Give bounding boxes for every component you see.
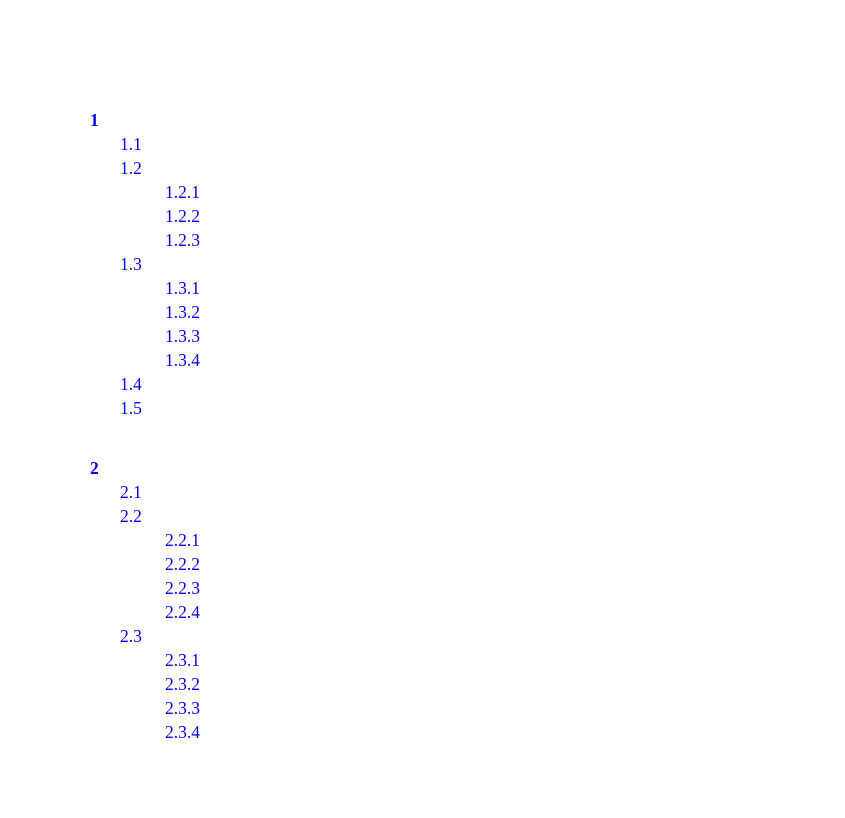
toc-entry-number: 2.3.3	[165, 698, 200, 718]
toc-entry-number: 1.3.4	[165, 350, 200, 370]
toc-entry-number: 2.3	[120, 626, 142, 646]
toc-entry-number: 1.3.3	[165, 326, 200, 346]
toc-entry-number: 1.2	[120, 158, 142, 178]
toc-entry-number: 2.2.3	[165, 578, 200, 598]
toc-entry-number: 1.2.1	[165, 182, 200, 202]
toc-entry-number: 1.2.3	[165, 230, 200, 250]
toc-entry-number: 2.2	[120, 506, 142, 526]
toc-entry-number: 1.5	[120, 398, 142, 418]
toc-entry-number: 1	[90, 110, 99, 130]
toc-entry-number: 2.3.2	[165, 674, 200, 694]
toc-entry-number: 2.2.1	[165, 530, 200, 550]
toc-entry-number: 2.2.2	[165, 554, 200, 574]
toc-entry-number: 1.3.1	[165, 278, 200, 298]
toc-entry-number: 1.2.2	[165, 206, 200, 226]
toc-entry-number: 2.2.4	[165, 602, 200, 622]
toc-entry-number: 1.3.2	[165, 302, 200, 322]
toc-entry-number: 2	[90, 458, 99, 478]
toc-entry-number: 2.3.1	[165, 650, 200, 670]
toc-entry-number: 1.1	[120, 134, 142, 154]
toc-entry-number: 1.4	[120, 374, 142, 394]
toc-entry-number: 2.1	[120, 482, 142, 502]
toc-entry-number: 1.3	[120, 254, 142, 274]
toc-entry-number: 2.3.4	[165, 722, 200, 742]
